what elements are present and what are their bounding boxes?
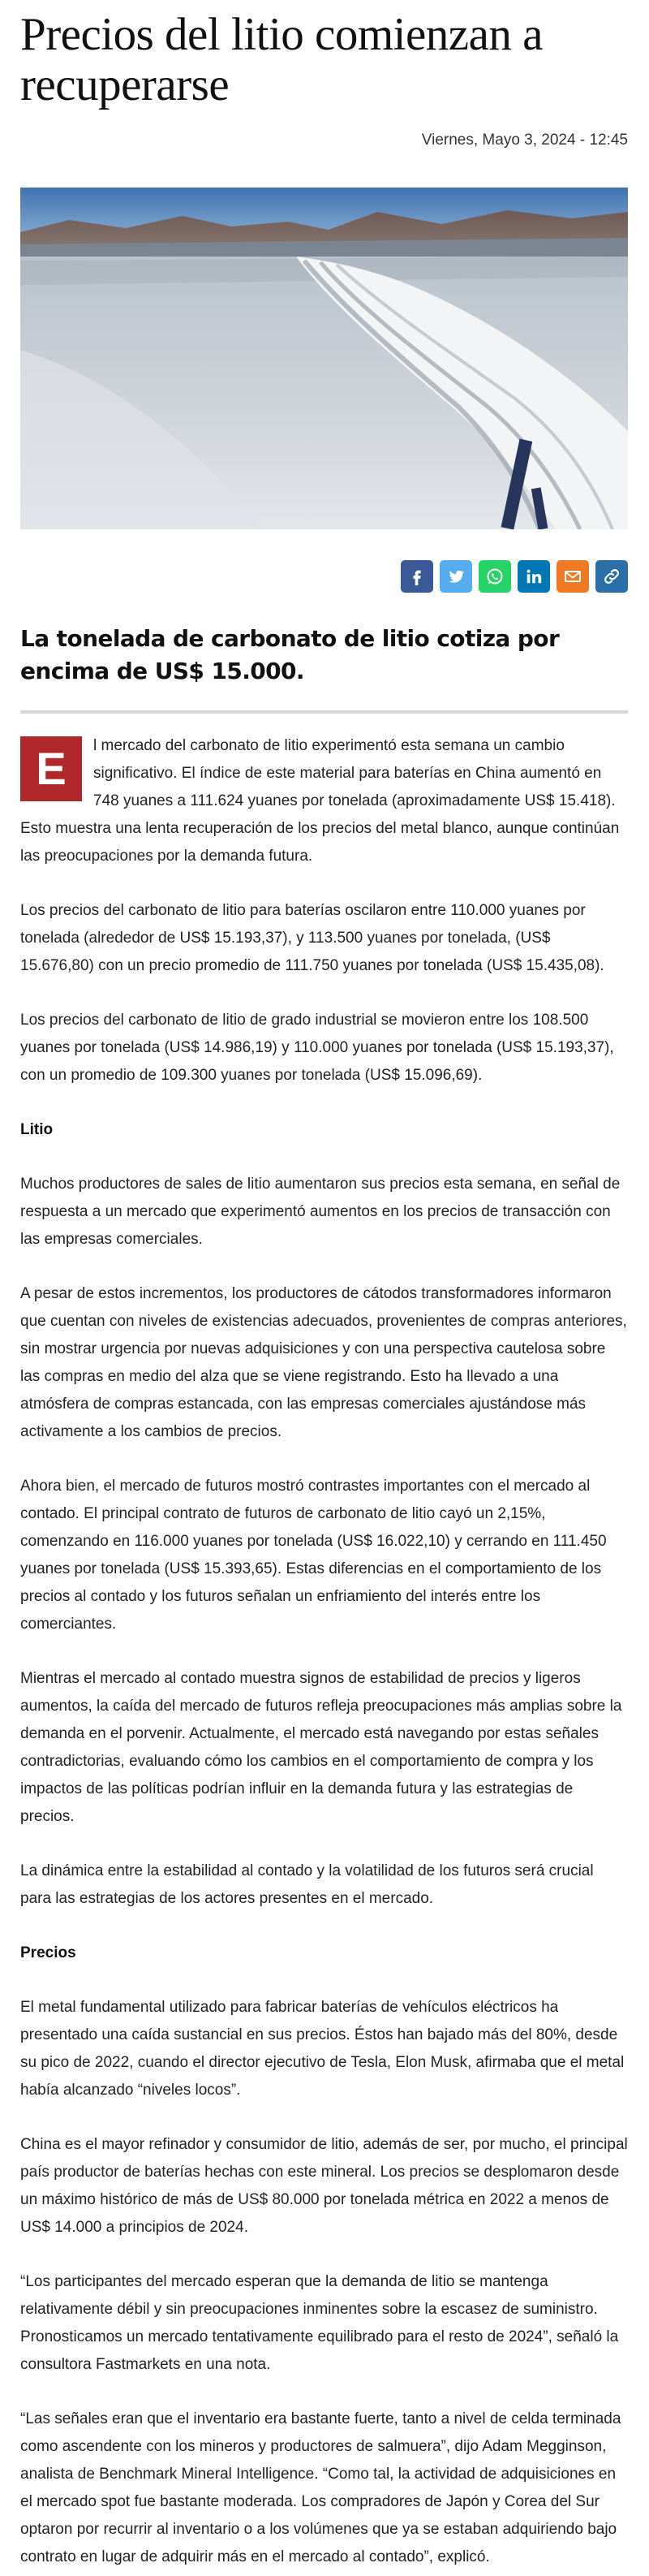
divider: [20, 710, 628, 714]
paragraph: El metal fundamental utilizado para fabricar baterías de vehículos eléctricos ha presentado una caída sustancial en sus precios. Éstos han bajado más del 80%, desde su pico de 2022, cuando el director ejecutivo de Tesla, Elon Musk, afirmaba que el metal había alcanzado “niveles locos”.: [20, 1999, 625, 2099]
paragraph: La dinámica entre la estabilidad al contado y la volatilidad de los futuros será crucial para las estrategias de los actores presentes en el mercado.: [20, 1862, 594, 1907]
paragraph: A pesar de estos incrementos, los productores de cátodos transformadores informaron que cuentan con niveles de existencias adecuados, provenientes de compras anteriores, sin mostrar urgencia por nuevas adquisiciones y con una perspectiva cautelosa sobre las compras en medio del alza que se viene registrando. Esto ha llevado a una atmósfera de compras estancada, con las empresas comerciales ajustándose más activamente a los cambios de precios.: [20, 1285, 627, 1440]
paragraph: Ahora bien, el mercado de futuros mostró contrastes importantes con el mercado al contado. El principal contrato de futuros de carbonato de litio cayó un 2,15%, comenzando en 116.000 yuanes por tonelada (US$ 16.022,10) y cerrando en 111.450 yuanes por tonelada (US$ 15.393,65). Estas diferencias en el comportamiento de los precios al contado y los futuros señalan un enfriamiento del interés entre los comerciantes.: [20, 1478, 607, 1633]
paragraph: Los precios del carbonato de litio de grado industrial se movieron entre los 108.500 yuanes por tonelada (US$ 14.986,19) y 110.000 yuanes por tonelada (US$ 15.193,37), con un promedio de 109.300 yuanes por tonelada (US$ 15.096,69).: [20, 1012, 614, 1084]
article-title: Precios del litio comienzan a recuperarse: [20, 9, 543, 110]
share-bar: [20, 560, 628, 593]
facebook-icon: [408, 567, 426, 585]
article-date: Viernes, Mayo 3, 2024 - 12:45: [421, 132, 628, 149]
hero-image: [20, 188, 628, 529]
article: [20, 0, 628, 2571]
paragraph: Muchos productores de sales de litio aumentaron sus precios esta semana, en señal de respuesta a un mercado que experimentó aumentos en los precios de transacción con las empresas comerciales.: [20, 1176, 621, 1248]
paragraph: Mientras el mercado al contado muestra signos de estabilidad de precios y ligeros aumentos, la caída del mercado de futuros refleja preocupaciones más amplias sobre la demanda en el porvenir. Actualmente, el mercado está navegando por estas señales contradictorias, evaluando cómo los cambios en el comportamiento de compra y los impactos de las políticas podrían influir en la demanda futura y las estrategias de precios.: [20, 1670, 622, 1825]
section-heading: Litio: [20, 1121, 54, 1138]
twitter-icon: [447, 567, 465, 585]
salt-flat-photo: [20, 188, 628, 529]
dropcap: E: [20, 736, 82, 801]
share-linkedin-button[interactable]: [518, 560, 550, 593]
paragraph: Los precios del carbonato de litio para baterías oscilaron entre 110.000 yuanes por tonelada (alrededor de US$ 15.193,37), y 113.500 yuanes por tonelada, (US$ 15.676,80) con un precio promedio de 111.750 yuanes por tonelada (US$ 15.435,08).: [20, 902, 604, 974]
share-twitter-button[interactable]: [440, 560, 472, 593]
share-facebook-button[interactable]: [401, 560, 433, 593]
share-whatsapp-button[interactable]: [479, 560, 511, 593]
share-email-button[interactable]: [557, 560, 589, 593]
paragraph: China es el mayor refinador y consumidor de litio, además de ser, por mucho, el principal país productor de baterías hechas con este mineral. Los precios se desplomaron desde un máximo histórico de más de US$ 80.000 por tonelada métrica en 2022 a menos de US$ 14.000 a principios de 2024.: [20, 2136, 628, 2236]
lead-paragraph: [20, 732, 628, 870]
section-heading: Precios: [20, 1944, 76, 1961]
link-icon: [602, 567, 621, 586]
email-icon: [563, 567, 582, 586]
share-link-button[interactable]: [595, 560, 628, 593]
linkedin-icon: [525, 567, 543, 585]
paragraph: “Las señales eran que el inventario era bastante fuerte, tanto a nivel de celda terminada como ascendente con los mineros y productores de salmuera”, dijo Adam Megginson, analista de Benchmark Mineral Intelligence. “Como tal, la actividad de adquisiciones en el mercado spot fue bastante moderada. Los compradores de Japón y Corea del Sur optaron por recurrir al inventario o a los volúmenes que ya se estaban adquiriendo bajo contrato en lugar de adquirir más en el mercado al contado”, explicó.: [20, 2410, 621, 2565]
article-subtitle: La tonelada de carbonato de litio cotiza por encima de US$ 15.000.: [20, 625, 560, 684]
paragraph: “Los participantes del mercado esperan que la demanda de litio se mantenga relativamente débil y sin preocupaciones inminentes sobre la escasez de suministro. Pronosticamos un mercado tentativamente equilibrado para el resto de 2024”, señaló la consultora Fastmarkets en una nota.: [20, 2273, 619, 2373]
whatsapp-icon: [485, 567, 505, 586]
lead-text: l mercado del carbonato de litio experimentó esta semana un cambio significativo. El índice de este material para baterías en China aumentó en 748 yuanes a 111.624 yuanes por tonelada (aproximadamente US$ 15.418). Esto muestra una lenta recuperación de los precios del metal blanco, aunque continúan las preocupaciones por la demanda futura.: [20, 737, 620, 865]
